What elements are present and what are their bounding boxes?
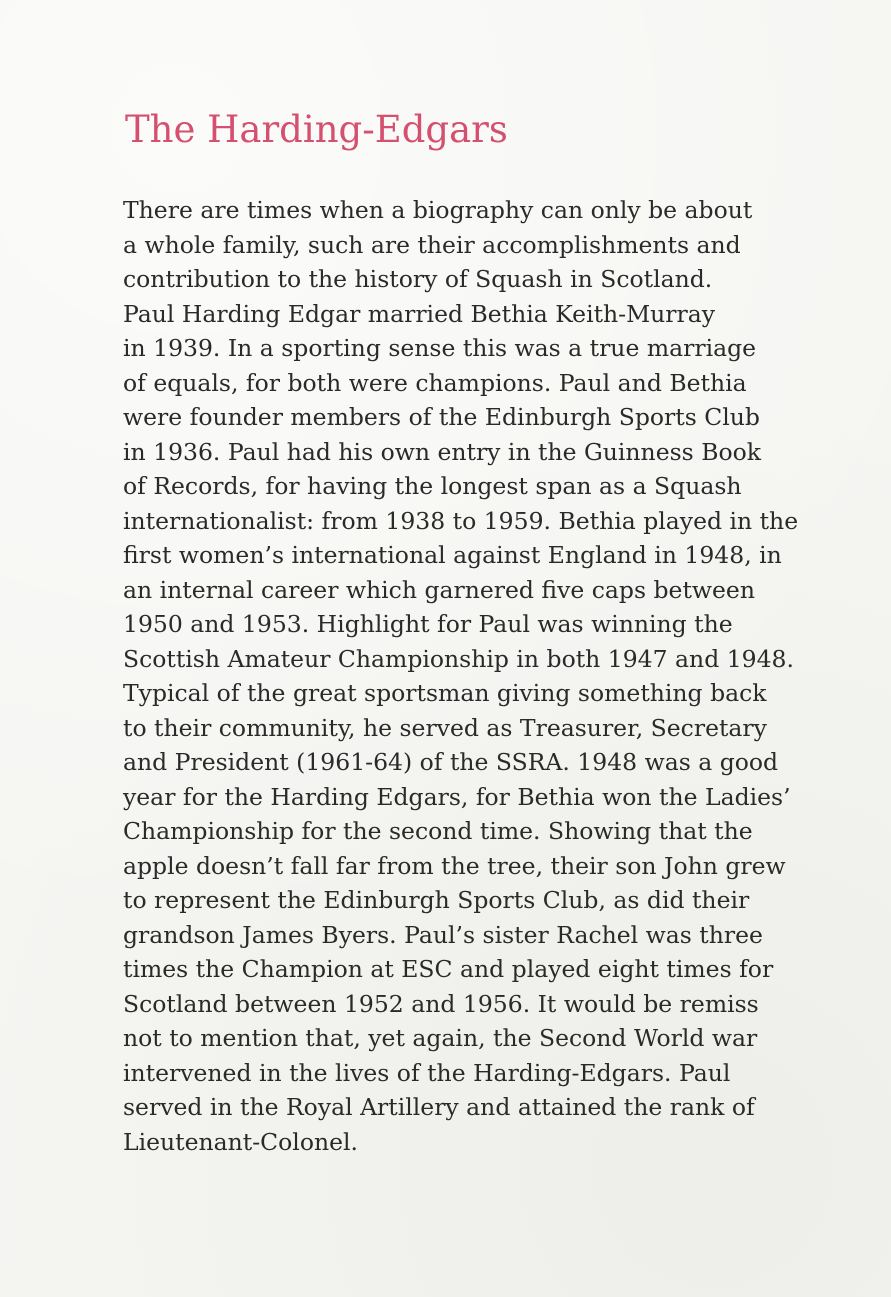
body-line: of equals, for both were champions. Paul and Bethia — [123, 368, 747, 397]
body-line: Paul Harding Edgar married Bethia Keith-Murray — [123, 299, 716, 328]
body-line: apple doesn’t fall far from the tree, their son John grew — [123, 851, 786, 880]
article-body — [123, 193, 863, 1159]
body-line: grandson James Byers. Paul’s sister Rachel was three — [123, 920, 763, 949]
body-line: and President (1961-64) of the SSRA. 1948 was a good — [123, 748, 779, 776]
body-line: year for the Harding Edgars, for Bethia won the Ladies’ — [123, 782, 791, 811]
body-line: There are times when a biography can only be about — [123, 196, 753, 224]
body-line: Typical of the great sportsman giving something back — [123, 679, 767, 707]
body-line: contribution to the history of Squash in Scotland. — [123, 265, 713, 293]
body-line: internationalist: from 1938 to 1959. Bethia played in the — [123, 506, 799, 535]
body-line: in 1939. In a sporting sense this was a true marriage — [123, 334, 757, 362]
body-line: an internal career which garnered five caps between — [123, 575, 755, 604]
body-line: a whole family, such are their accomplishments and — [123, 230, 741, 259]
article-title: The Harding-Edgars — [125, 108, 508, 151]
body-line: served in the Royal Artillery and attained the rank of — [123, 1093, 755, 1121]
body-line: were founder members of the Edinburgh Sports Club — [123, 403, 760, 431]
body-line: in 1936. Paul had his own entry in the Guinness Book — [123, 437, 761, 466]
body-line: to represent the Edinburgh Sports Club, as did their — [123, 886, 750, 914]
body-line: Scottish Amateur Championship in both 1947 and 1948. — [123, 644, 794, 673]
body-line: not to mention that, yet again, the Second World war — [123, 1024, 758, 1052]
body-line: of Records, for having the longest span as a Squash — [123, 472, 742, 500]
body-line: 1950 and 1953. Highlight for Paul was winning the — [123, 610, 733, 638]
body-line: first women’s international against England in 1948, in — [123, 541, 782, 569]
body-line: to their community, he served as Treasurer, Secretary — [123, 713, 767, 742]
body-line: times the Champion at ESC and played eight times for — [123, 955, 774, 983]
body-line: intervened in the lives of the Harding-Edgars. Paul — [123, 1058, 731, 1087]
body-line: Scotland between 1952 and 1956. It would be remiss — [123, 989, 759, 1018]
body-line: Lieutenant-Colonel. — [123, 1127, 358, 1156]
body-line: Championship for the second time. Showing that the — [123, 817, 753, 845]
